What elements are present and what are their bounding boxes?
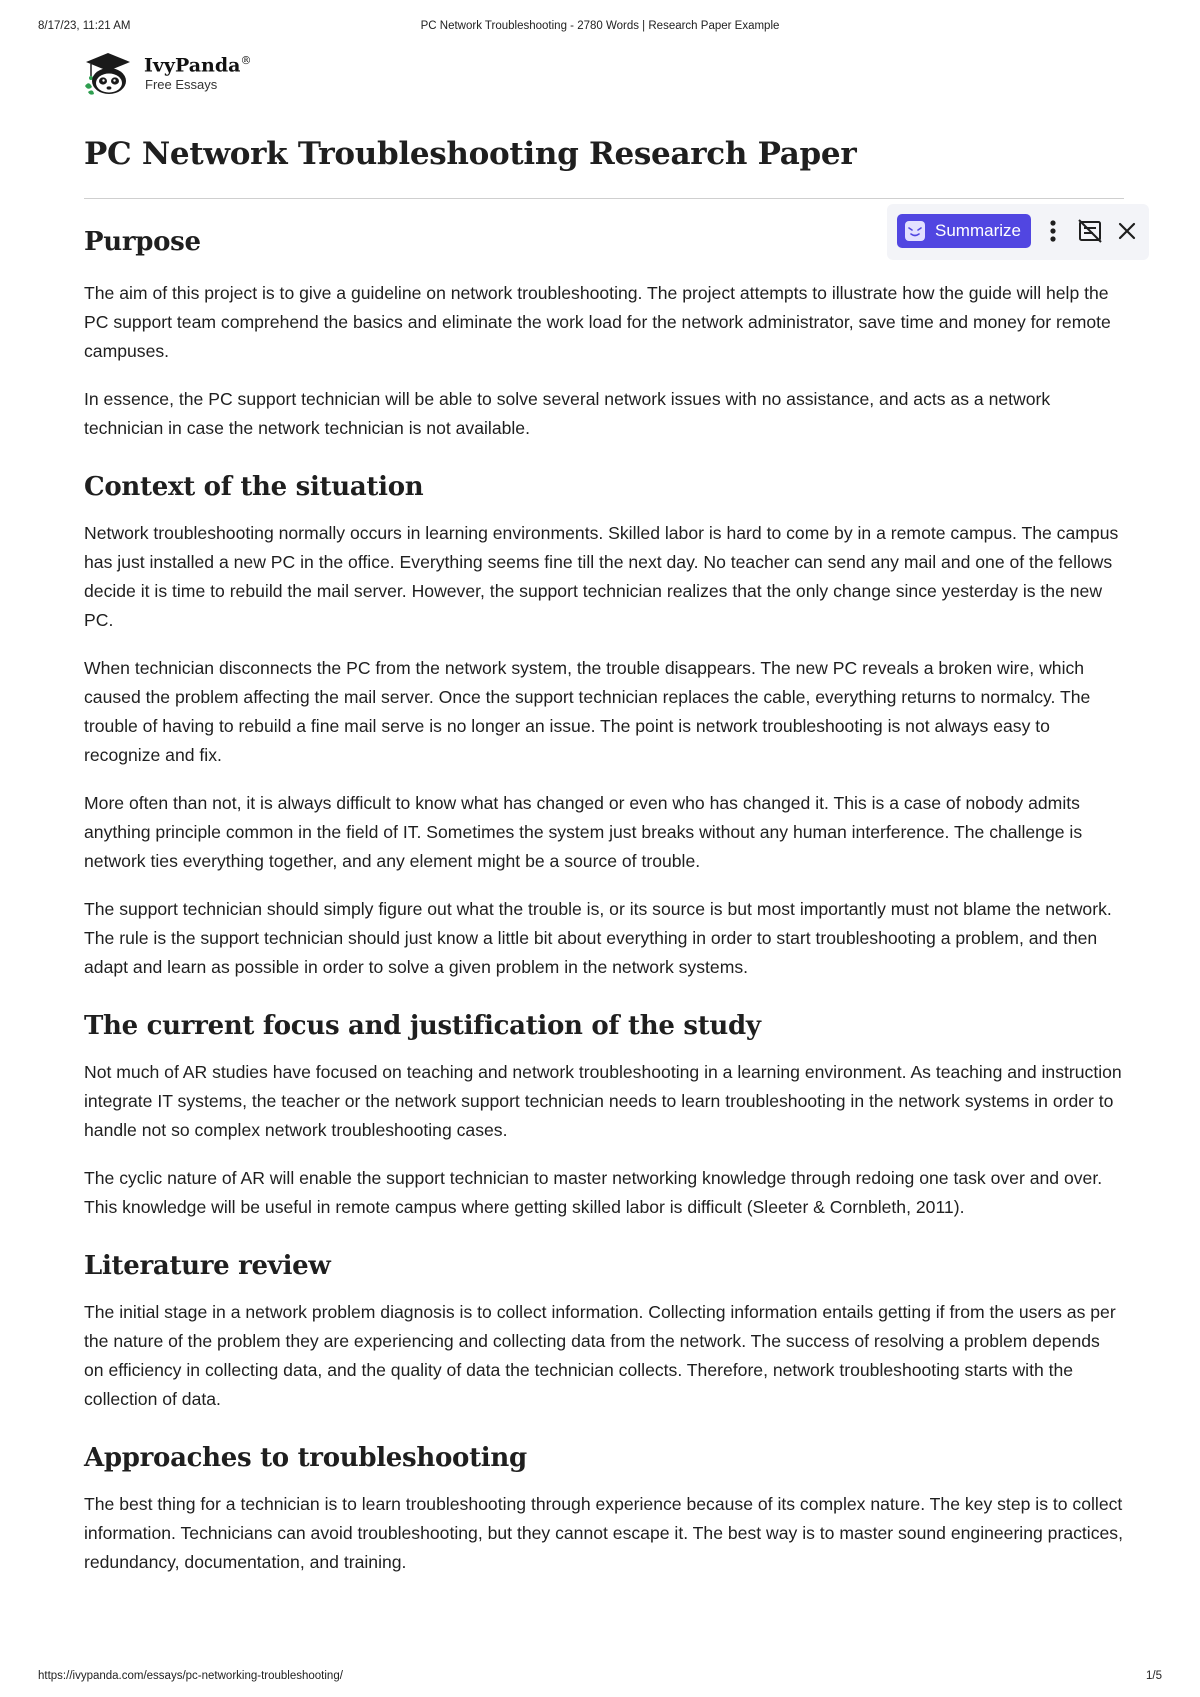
paragraph: Network troubleshooting normally occurs in learning environments. Skilled labor is hard to come by in a remote campus. The campus has just installed a new PC in the office. Everything seems fine till the next day. No teacher can send any mail and one of the fellows decide it is time to rebuild the mail server. However, the support technician realizes that the only change since yesterday is the new PC. [84, 523, 1119, 630]
page-url: https://ivypanda.com/essays/pc-networking-troubleshooting/ [38, 1670, 343, 1682]
paragraph: When technician disconnects the PC from the network system, the trouble disappears. The new PC reveals a broken wire, which caused the problem affecting the mail server. Once the support technician replaces the cable, everything returns to normalcy. The trouble of having to rebuild a fine mail serve is no longer an issue. The point is network troubleshooting is not always easy to recognize and fix. [84, 658, 1091, 765]
section-heading: Approaches to troubleshooting [84, 1443, 527, 1473]
logo-brand: IvyPanda® [144, 54, 252, 77]
paragraph: More often than not, it is always difficult to know what has changed or even who has changed it. This is a case of nobody admits anything principle common in the field of IT. Sometimes the system just breaks without any human interference. The challenge is network ties everything together, and any element might be a source of trouble. [84, 793, 1083, 871]
print-header [0, 20, 1200, 36]
section-heading: The current focus and justification of the study [84, 1011, 761, 1041]
section-heading: Context of the situation [84, 472, 424, 502]
panda-graduation-cap-icon [82, 50, 134, 96]
paragraph: The best thing for a technician is to learn troubleshooting through experience because of its complex nature. The key step is to collect information. Technicians can avoid troubleshooting, but they cannot escape it. The best way is to master sound engineering practices, redundancy, documentation, and training. [84, 1494, 1123, 1572]
page-number: 1/5 [1146, 1670, 1162, 1682]
section-context [84, 472, 1124, 982]
paragraph: The initial stage in a network problem diagnosis is to collect information. Collecting information entails getting if from the users as per the nature of the problem they are experiencing and collecting data from the network. The success of resolving a problem depends on efficiency in collecting data, and the quality of data the technician collects. Therefore, network troubleshooting starts with the collection of data. [84, 1302, 1116, 1409]
section-literature-review [84, 1251, 1124, 1414]
paragraph: The support technician should simply figure out what the trouble is, or its source is but most importantly must not blame the network. The rule is the support technician should just know a little bit about everything in order to start troubleshooting a problem, and then adapt and learn as possible in order to solve a given problem in the network systems. [84, 899, 1112, 977]
section-purpose [84, 227, 1124, 443]
section-current-focus [84, 1011, 1124, 1222]
print-datetime: 8/17/23, 11:21 AM [38, 20, 131, 32]
paragraph: In essence, the PC support technician will be able to solve several network issues with no assistance, and acts as a network technician in case the network technician is not available. [84, 389, 1051, 438]
page-title: PC Network Troubleshooting Research Paper [84, 130, 1124, 199]
section-heading: Purpose [84, 227, 201, 257]
print-document-title: PC Network Troubleshooting - 2780 Words | Research Paper Example [420, 20, 780, 32]
article [84, 130, 1124, 1577]
paragraph: The cyclic nature of AR will enable the support technician to master networking knowledge through redoing one task over and over. This knowledge will be useful in remote campus where getting skilled labor is difficult (Sleeter & Cornbleth, 2011). [84, 1168, 1103, 1217]
paragraph: The aim of this project is to give a guideline on network troubleshooting. The project attempts to illustrate how the guide will help the PC support team comprehend the basics and eliminate the work load for the network administrator, save time and money for remote campuses. [84, 283, 1111, 361]
paragraph: Not much of AR studies have focused on teaching and network troubleshooting in a learning environment. As teaching and instruction integrate IT systems, the teacher or the network support technician needs to learn troubleshooting in the network systems in order to handle not so complex network troubleshooting cases. [84, 1062, 1122, 1140]
ivypanda-logo[interactable] [82, 50, 282, 98]
summarize-label: Summarize [935, 221, 1021, 240]
section-heading: Literature review [84, 1251, 331, 1281]
logo-tagline: Free Essays [145, 77, 218, 92]
print-footer [0, 1670, 1200, 1686]
section-approaches [84, 1443, 1124, 1577]
